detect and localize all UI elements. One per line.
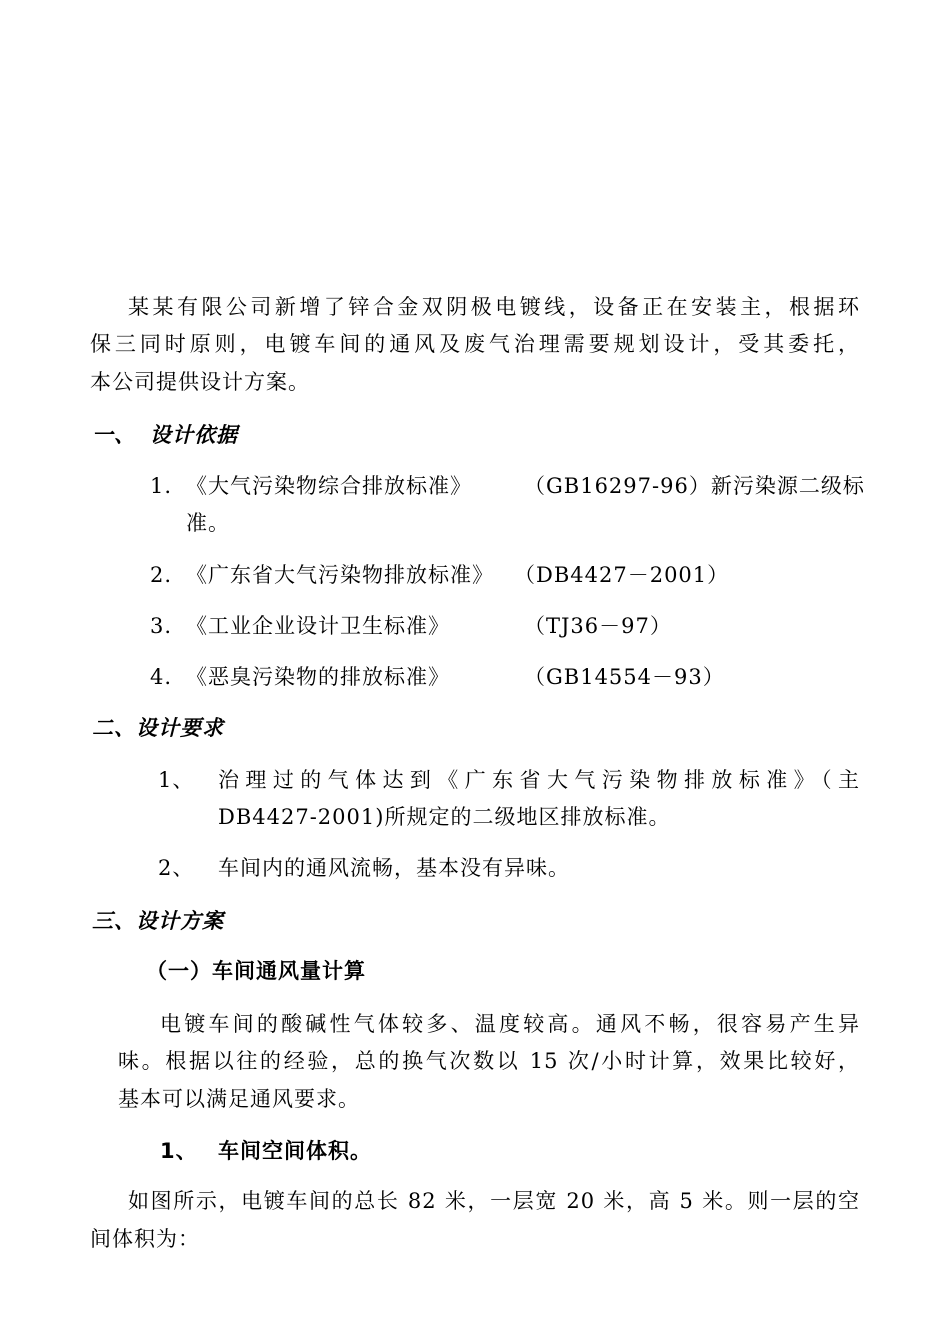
step1-number: 1、 (160, 1139, 198, 1163)
section1-item2-number: 2. (150, 563, 173, 587)
intro-line-1: 某某有限公司新增了锌合金双阴极电镀线，设备正在安装主，根据环 (128, 295, 860, 319)
section1-item2-code: （DB4427－2001） (514, 563, 730, 587)
step1-title: 车间空间体积。 (218, 1139, 372, 1163)
section2-item2-line1: 车间内的通风流畅，基本没有异味。 (218, 856, 570, 880)
section1-item4-code: （GB14554－93） (524, 665, 725, 689)
section2-item1-number: 1、 (158, 768, 195, 792)
section1-item4-name: 《恶臭污染物的排放标准》 (186, 665, 450, 689)
section1-item3-name: 《工业企业设计卫生标准》 (186, 614, 450, 638)
section1-item1-continuation: 准。 (186, 511, 230, 535)
section3-title: 三、设计方案 (92, 909, 224, 933)
section2-item2-number: 2、 (158, 856, 195, 880)
subsection1-line-3: 基本可以满足通风要求。 (118, 1087, 360, 1111)
section1-item4-number: 4. (150, 665, 173, 689)
section2-title: 二、设计要求 (92, 716, 224, 740)
subsection1-title: （一）车间通风量计算 (146, 959, 366, 983)
section2-item1-line1: 治理过的气体达到《广东省大气污染物排放标准》（主 (218, 768, 860, 792)
section1-number: 一、 (92, 423, 136, 447)
step1-line-1: 如图所示，电镀车间的总长 82 米，一层宽 20 米，高 5 米。则一层的空 (128, 1189, 860, 1213)
section1-item1-number: 1. (150, 474, 173, 498)
section2-item1-line2: DB4427-2001)所规定的二级地区排放标准。 (218, 805, 671, 829)
section1-item1-code: （GB16297-96）新污染源二级标 (524, 474, 865, 498)
subsection1-line-2: 味。根据以往的经验，总的换气次数以 15 次/小时计算，效果比较好， (118, 1049, 860, 1073)
section1-item2-name: 《广东省大气污染物排放标准》 (186, 563, 494, 587)
intro-line-2: 保三同时原则，电镀车间的通风及废气治理需要规划设计，受其委托， (90, 332, 860, 356)
intro-line-3: 本公司提供设计方案。 (90, 370, 310, 394)
section1-item3-code: （TJ36－97） (524, 614, 672, 638)
section1-title: 设计依据 (150, 423, 238, 447)
subsection1-line-1: 电镀车间的酸碱性气体较多、温度较高。通风不畅，很容易产生异 (160, 1012, 860, 1036)
step1-line-2: 间体积为： (90, 1227, 200, 1251)
section1-item3-number: 3. (150, 614, 173, 638)
section1-item1-name: 《大气污染物综合排放标准》 (186, 474, 472, 498)
